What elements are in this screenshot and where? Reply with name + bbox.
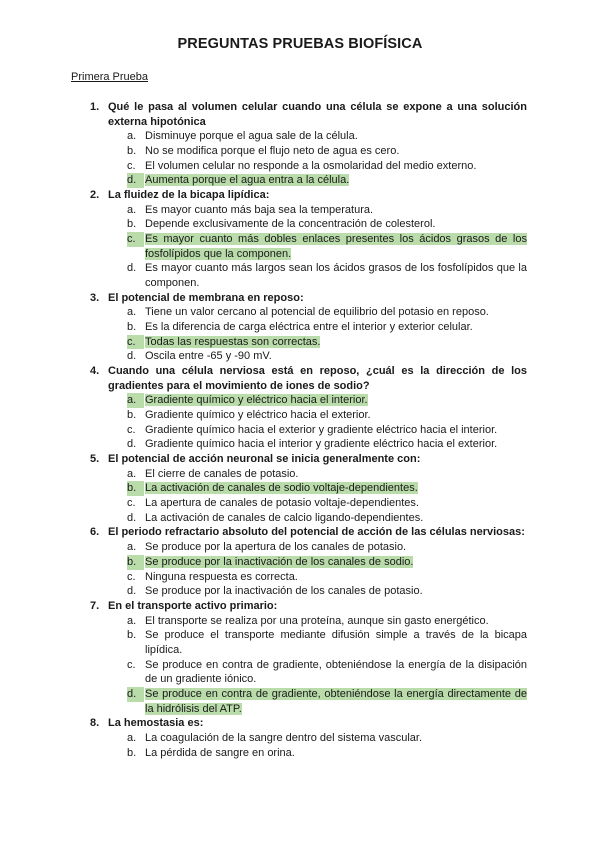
question-text: En el transporte activo primario: — [108, 599, 278, 612]
option-text: La apertura de canales de potasio voltaje-dependientes. — [145, 497, 419, 510]
option-letter: d. — [127, 262, 137, 275]
answer-option — [127, 217, 527, 232]
option-letter: c. — [127, 497, 136, 510]
option-letter: a. — [127, 306, 137, 319]
answer-option — [127, 746, 527, 761]
option-text: Se produce por la inactivación de los canales de potasio. — [145, 585, 423, 598]
question-text: Qué le pasa al volumen celular cuando una célula se expone a una solución externa hipotónica — [108, 101, 527, 128]
option-letter: b. — [127, 321, 137, 334]
option-letter: a. — [127, 130, 137, 143]
option-text: Tiene un valor cercano al potencial de equilibrio del potasio en reposo. — [145, 306, 489, 319]
option-letter: a. — [127, 614, 137, 627]
option-text: Depende exclusivamente de la concentración de colesterol. — [145, 218, 436, 231]
answer-option — [127, 511, 527, 526]
question-number: 6. — [90, 526, 100, 539]
answer-option — [127, 159, 527, 174]
answer-option — [127, 496, 527, 511]
answer-option — [127, 320, 527, 335]
option-text: La activación de canales de sodio voltaje-dependientes. — [145, 482, 418, 495]
question-number: 4. — [90, 365, 100, 378]
answer-option-correct — [127, 481, 527, 496]
option-text: Gradiente químico y eléctrico hacia el interior. — [145, 394, 368, 407]
answer-option — [127, 408, 527, 423]
question-5 — [90, 452, 527, 467]
question-number: 5. — [90, 453, 100, 466]
option-letter: a. — [127, 731, 137, 744]
option-text: La coagulación de la sangre dentro del sistema vascular. — [145, 731, 423, 744]
question-4 — [90, 364, 527, 393]
answer-option — [127, 437, 527, 452]
answer-option — [127, 540, 527, 555]
answer-option — [127, 628, 527, 657]
answer-option — [127, 614, 527, 629]
question-8 — [90, 716, 527, 731]
question-list — [90, 100, 527, 760]
option-letter: a. — [127, 541, 137, 554]
option-letter: d. — [127, 511, 137, 524]
option-letter: b. — [127, 409, 137, 422]
option-text: La activación de canales de calcio ligando-dependientes. — [145, 511, 424, 524]
answer-option-correct — [127, 335, 527, 350]
question-text: La hemostasia es: — [108, 717, 204, 730]
option-text: Es mayor cuanto más dobles enlaces presentes los ácidos grasos de los fosfolípidos que la componen. — [145, 233, 527, 260]
option-text: El cierre de canales de potasio. — [145, 467, 299, 480]
option-text: Se produce en contra de gradiente, obteniéndose la energía de la disipación de un gradiente iónico. — [145, 658, 527, 686]
answer-option — [127, 731, 527, 746]
option-text: Es la diferencia de carga eléctrica entre el interior y exterior celular. — [145, 321, 473, 334]
option-text: Gradiente químico hacia el interior y gradiente eléctrico hacia el exterior. — [145, 438, 498, 451]
section-heading: Primera Prueba — [71, 71, 149, 83]
answer-option — [127, 129, 527, 144]
option-text: El transporte se realiza por una proteína, aunque sin gasto energético. — [145, 614, 489, 627]
option-letter: d. — [127, 350, 137, 363]
option-text: Aumenta porque el agua entra a la célula. — [145, 174, 350, 187]
option-letter: b. — [127, 555, 144, 570]
option-letter: c. — [127, 423, 136, 436]
answer-option — [127, 423, 527, 438]
option-letter: c. — [127, 658, 136, 671]
option-letter: c. — [127, 570, 136, 583]
option-text: Gradiente químico hacia el exterior y gradiente eléctrico hacia el interior. — [145, 423, 498, 436]
option-text: Ninguna respuesta es correcta. — [145, 570, 298, 583]
answer-option — [127, 584, 527, 599]
option-letter: a. — [127, 467, 137, 480]
option-letter: d. — [127, 687, 144, 702]
question-2 — [90, 188, 527, 203]
option-text: No se modifica porque el flujo neto de agua es cero. — [145, 145, 400, 158]
question-1 — [90, 100, 527, 129]
option-letter: b. — [127, 218, 137, 231]
option-letter: d. — [127, 585, 137, 598]
answer-option — [127, 144, 527, 159]
option-text: Es mayor cuanto más baja sea la temperatura. — [145, 203, 374, 216]
option-letter: c. — [127, 232, 144, 247]
option-text: Se produce por la inactivación de los canales de sodio. — [145, 555, 414, 568]
question-text: El periodo refractario absoluto del potencial de acción de las células nerviosas: — [108, 526, 525, 539]
question-number: 3. — [90, 291, 100, 304]
option-letter: d. — [127, 173, 144, 188]
option-letter: c. — [127, 335, 144, 350]
question-7 — [90, 599, 527, 614]
option-letter: b. — [127, 746, 137, 759]
option-text: Todas las respuestas son correctas. — [145, 335, 321, 348]
option-text: Se produce el transporte mediante difusión simple a través de la bicapa lipídica. — [145, 629, 527, 656]
answer-option — [127, 467, 527, 482]
option-letter: b. — [127, 481, 144, 496]
question-number: 2. — [90, 189, 100, 202]
option-text: Disminuye porque el agua sale de la célula. — [145, 130, 358, 143]
answer-option — [127, 203, 527, 218]
answer-option-correct — [127, 555, 527, 570]
question-6 — [90, 525, 527, 540]
answer-option — [127, 658, 527, 687]
answer-option — [127, 570, 527, 585]
answer-option — [127, 261, 527, 290]
option-text: Se produce por la apertura de los canales de potasio. — [145, 541, 407, 554]
question-3 — [90, 291, 527, 306]
option-letter: b. — [127, 629, 137, 642]
answer-option-correct — [127, 173, 527, 188]
answer-option-correct — [127, 393, 527, 408]
option-letter: b. — [127, 145, 137, 158]
option-text: La pérdida de sangre en orina. — [145, 746, 295, 759]
answer-option — [127, 349, 527, 364]
question-number: 1. — [90, 101, 100, 113]
option-text: Es mayor cuanto más largos sean los ácidos grasos de los fosfolípidos que la componen. — [145, 262, 527, 290]
question-text: El potencial de membrana en reposo: — [108, 291, 304, 304]
question-text: Cuando una célula nerviosa está en reposo, ¿cuál es la dirección de los gradientes para el movimiento de iones de sodio? — [108, 365, 527, 392]
question-text: El potencial de acción neuronal se inicia generalmente con: — [108, 453, 421, 466]
option-letter: c. — [127, 159, 136, 172]
question-text: La fluidez de la bicapa lipídica: — [108, 189, 270, 202]
option-text: El volumen celular no responde a la osmolaridad del medio externo. — [145, 159, 477, 172]
answer-option-correct — [127, 687, 527, 716]
answer-option-correct — [127, 232, 527, 261]
option-text: Gradiente químico y eléctrico hacia el exterior. — [145, 409, 371, 422]
option-text: Oscila entre -65 y -90 mV. — [145, 350, 272, 363]
option-letter: a. — [127, 203, 137, 216]
option-letter: a. — [127, 393, 144, 408]
answer-option — [127, 305, 527, 320]
option-letter: d. — [127, 438, 137, 451]
option-text: Se produce en contra de gradiente, obteniéndose la energía directamente de la hidrólisis del ATP. — [145, 687, 527, 715]
question-number: 8. — [90, 717, 100, 730]
question-number: 7. — [90, 599, 100, 612]
document-title: PREGUNTAS PRUEBAS BIOFÍSICA — [177, 36, 423, 52]
